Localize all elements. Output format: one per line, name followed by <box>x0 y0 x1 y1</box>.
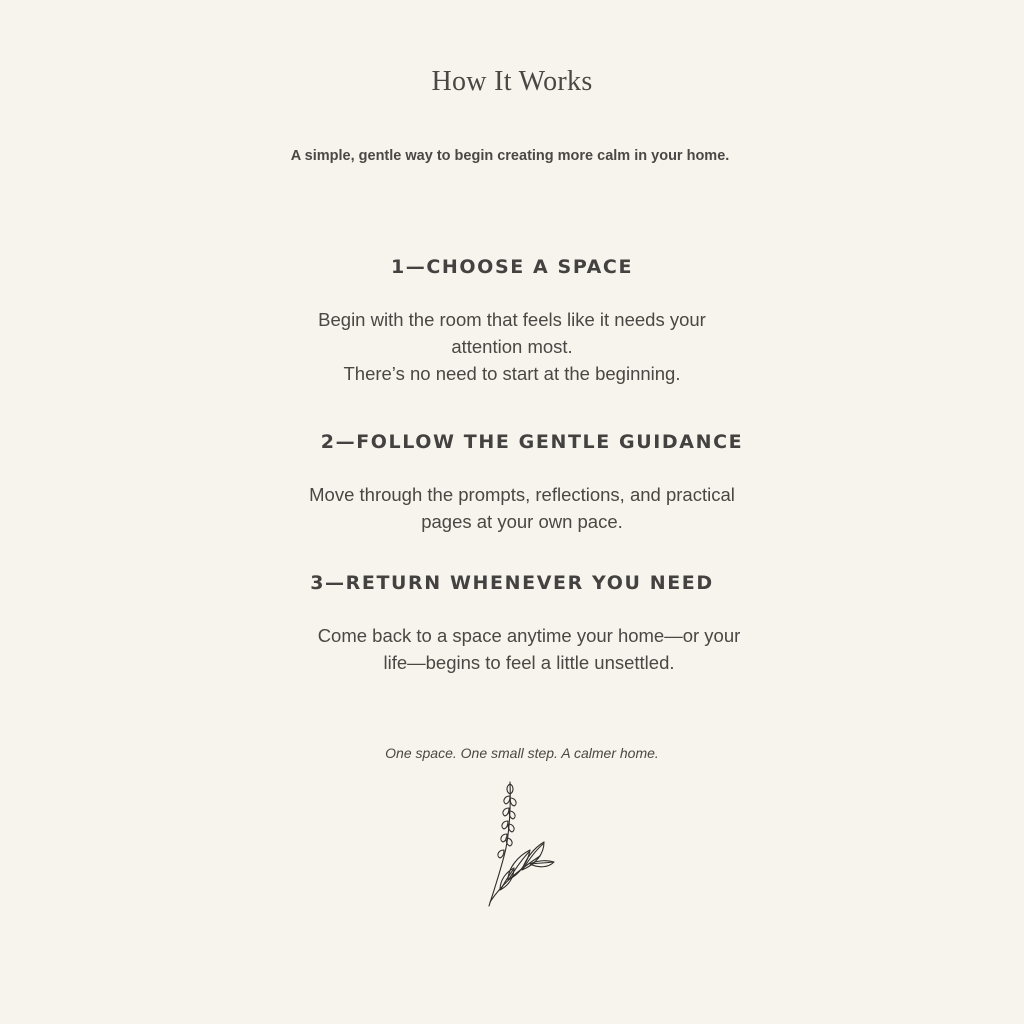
step-3-line-2: life—begins to feel a little unsettled. <box>383 652 675 673</box>
closing-tagline: One space. One small step. A calmer home. <box>385 745 659 761</box>
step-1-heading: 1—CHOOSE A SPACE <box>390 256 634 278</box>
step-3-body <box>34 622 1024 676</box>
step-1-line-3: There’s no need to start at the beginning. <box>343 363 681 384</box>
step-3-line-1: Come back to a space anytime your home—or your <box>317 625 741 646</box>
step-2-line-1: Move through the prompts, reflections, and practical <box>309 484 735 505</box>
step-3-heading: 3—RETURN WHENEVER YOU NEED <box>310 572 714 594</box>
step-2-body <box>20 481 1024 535</box>
step-2-line-2: pages at your own pace. <box>421 511 623 532</box>
step-2-heading: 2—FOLLOW THE GENTLE GUIDANCE <box>320 431 744 453</box>
step-1-body <box>0 306 1024 387</box>
page-subtitle: A simple, gentle way to begin creating more calm in your home. <box>290 148 730 164</box>
step-1-line-1: Begin with the room that feels like it needs your <box>318 309 706 330</box>
page-title: How It Works <box>431 66 593 97</box>
botanical-sprig-icon <box>478 776 562 910</box>
step-1-line-2: attention most. <box>451 336 573 357</box>
